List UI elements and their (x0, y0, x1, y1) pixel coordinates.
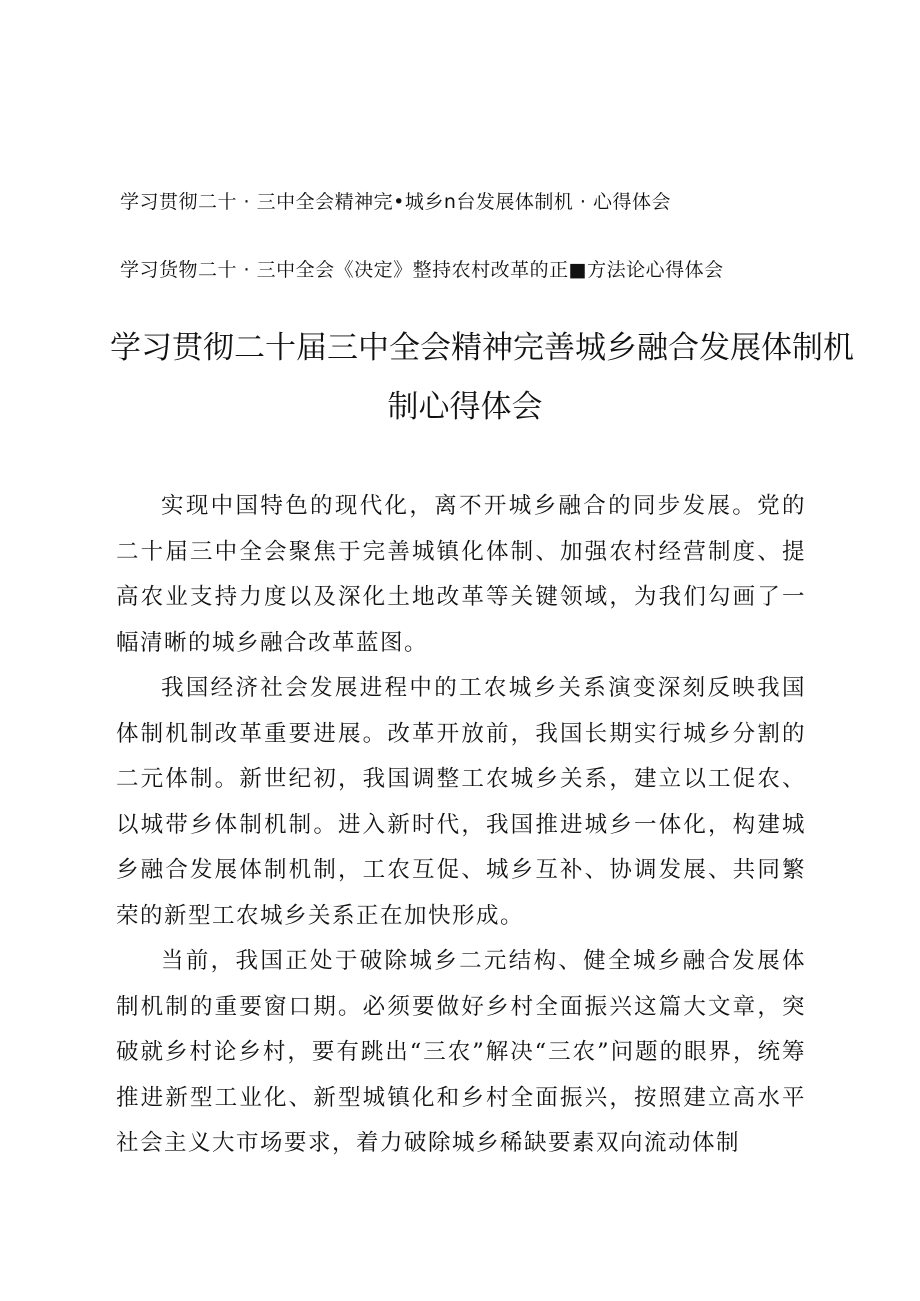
body-paragraph-2: 我国经济社会发展进程中的工农城乡关系演变深刻反映我国体制机制改革重要进展。改革开放前，我国长期实行城乡分割的二元体制。新世纪初，我国调整工农城乡关系，建立以工促农、以城带乡体制机制。进入新时代，我国推进城乡一体化，构建城乡融合发展体制机制，工农互促、城乡互补、协调发展、共同繁荣的新型工农城乡关系正在加快形成。 (116, 675, 806, 929)
document-title-line-1: 学习贯彻二十届三中全会精神完善城乡融合发展体制机 (110, 330, 854, 366)
toc-item-1[interactable]: 学习贯彻二十 · 三中全会精神完•城乡n台发展体制机 · 心得体会 (120, 191, 671, 213)
toc-item-2[interactable]: 学习货物二十 · 三中全会《决定》整持农村改革的正■方法论心得体会 (120, 259, 724, 281)
body-paragraph-1: 实现中国特色的现代化，离不开城乡融合的同步发展。党的二十届三中全会聚焦于完善城镇化体制、加强农村经营制度、提高农业支持力度以及深化土地改革等关键领域，为我们勾画了一幅清晰的城乡融合改革蓝图。 (116, 493, 806, 656)
document-body (116, 484, 806, 1167)
body-paragraph-3: 当前，我国正处于破除城乡二元结构、健全城乡融合发展体制机制的重要窗口期。必须要做好乡村全面振兴这篇大文章，突破就乡村论乡村，要有跳出“三农”解决“三农”问题的眼界，统筹推进新型工业化、新型城镇化和乡村全面振兴，按照建立高水平社会主义大市场要求，着力破除城乡稀缺要素双向流动体制 (116, 948, 806, 1156)
document-title-line-2: 制心得体会 (387, 389, 543, 425)
